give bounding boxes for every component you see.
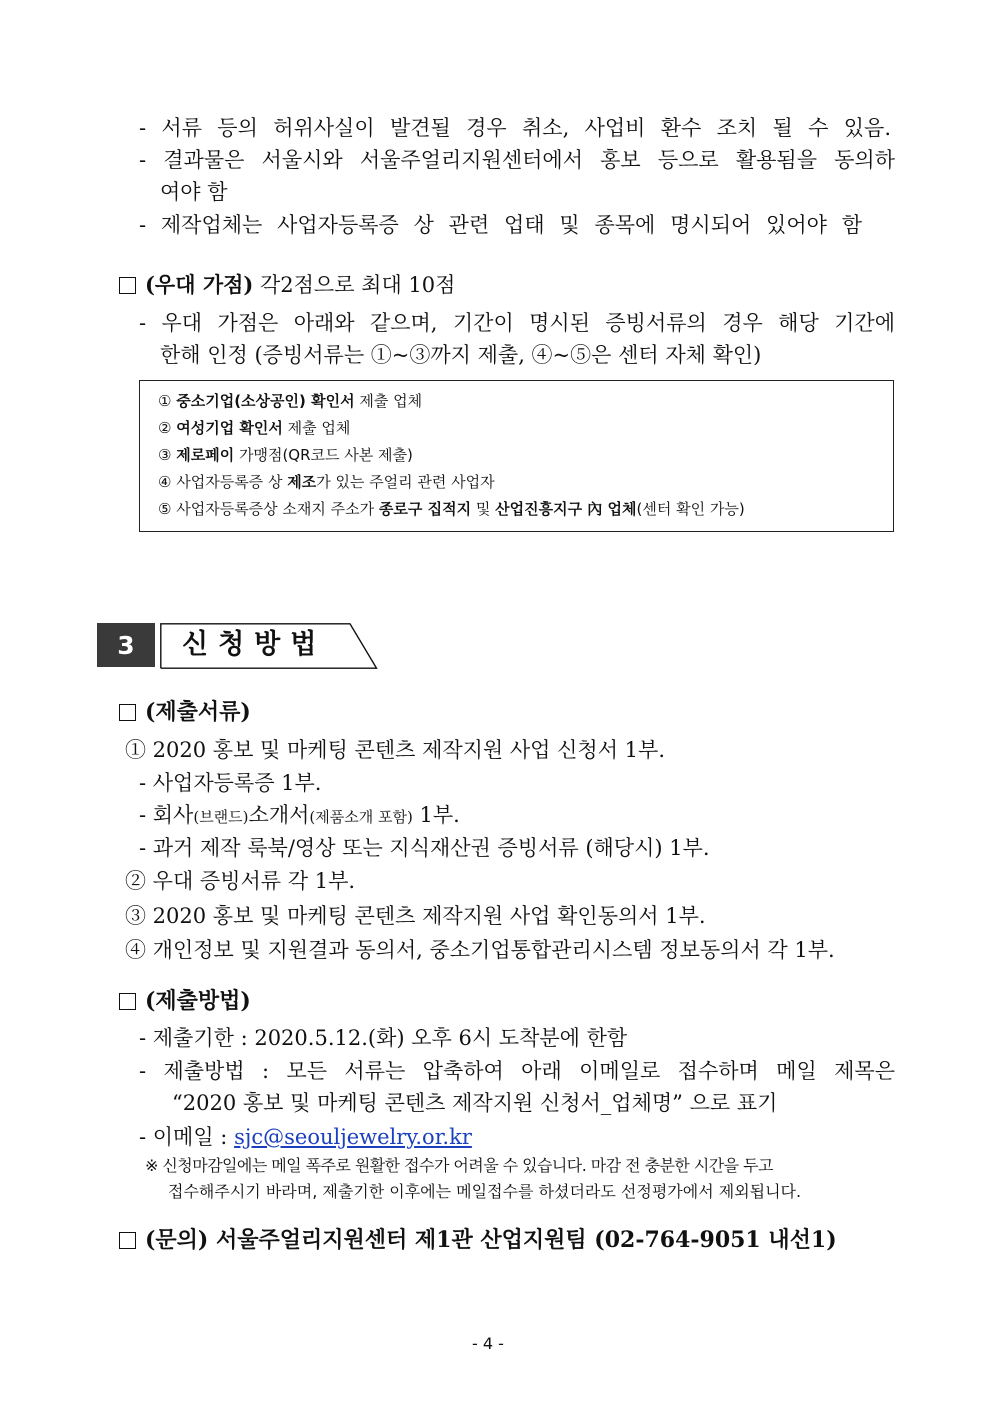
section-number: 3	[97, 623, 155, 667]
checkbox-square-icon	[119, 993, 136, 1010]
checkbox-square-icon	[119, 704, 136, 721]
bonus-item-2: ② 여성기업 확인서 제출 업체	[158, 419, 351, 437]
method-note: ※ 신청마감일에는 메일 폭주로 원활한 접수가 어려울 수 있습니다. 마감 전 충분한 시간을 두고	[145, 1156, 773, 1175]
email-link[interactable]: sjc@seouljewelry.or.kr	[234, 1125, 472, 1149]
doc-item-bonus-evidence: ② 우대 증빙서류 각 1부.	[125, 869, 356, 893]
checkbox-square-icon	[119, 1232, 136, 1249]
bonus-description-cont: 한해 인정 (증빙서류는 ①~③까지 제출, ④~⑤은 센터 자체 확인)	[160, 343, 762, 367]
section-title: 신청방법	[182, 629, 327, 660]
bonus-item-5: ⑤ 사업자등록증상 소재지 주소가 종로구 집적지 및 산업진흥지구 內 업체(센터 확인 가능)	[158, 500, 745, 518]
doc-item-company-intro: - 회사(브랜드)소개서(제품소개 포함) 1부.	[139, 803, 460, 827]
requirement-business-registration: - 제작업체는 사업자등록증 상 관련 업태 및 종목에 명시되어 있어야 함	[139, 213, 862, 237]
requirement-usage-consent-cont: 여야 함	[160, 180, 228, 204]
docs-heading: (제출서류)	[119, 697, 251, 727]
bonus-item-1: ① 중소기업(소상공인) 확인서 제출 업체	[158, 392, 423, 410]
bonus-criteria-box	[139, 380, 894, 532]
bonus-item-3: ③ 제로페이 가맹점(QR코드 사본 제출)	[158, 446, 413, 464]
doc-item-privacy: ④ 개인정보 및 지원결과 동의서, 중소기업통합관리시스템 정보동의서 각 1부.	[125, 938, 835, 962]
method-email-line: - 이메일 : sjc@seouljewelry.or.kr	[139, 1125, 472, 1149]
requirement-usage-consent: - 결과물은 서울시와 서울주얼리지원센터에서 홍보 등으로 활용됨을 동의하	[139, 148, 895, 172]
doc-item-application: ① 2020 홍보 및 마케팅 콘텐츠 제작지원 사업 신청서 1부.	[125, 738, 665, 762]
doc-item-business-registration: - 사업자등록증 1부.	[139, 771, 322, 795]
checkbox-square-icon	[119, 277, 136, 294]
requirement-false-info: - 서류 등의 허위사실이 발견될 경우 취소, 사업비 환수 조치 될 수 있음.	[139, 116, 891, 140]
doc-item-consent: ③ 2020 홍보 및 마케팅 콘텐츠 제작지원 사업 확인동의서 1부.	[125, 904, 706, 928]
page-number: - 4 -	[472, 1334, 504, 1353]
method-heading: (제출방법)	[119, 986, 251, 1016]
bonus-item-4: ④ 사업자등록증 상 제조가 있는 주얼리 관련 사업자	[158, 473, 495, 491]
bonus-heading: (우대 가점) 각2점으로 최대 10점	[119, 271, 455, 299]
doc-item-past-work: - 과거 제작 룩북/영상 또는 지식재산권 증빙서류 (해당시) 1부.	[139, 836, 710, 860]
method-deadline: - 제출기한 : 2020.5.12.(화) 오후 6시 도착분에 한함	[139, 1026, 628, 1050]
bonus-description: - 우대 가점은 아래와 같으며, 기간이 명시된 증빙서류의 경우 해당 기간에	[139, 311, 895, 335]
method-note-cont: 접수해주시기 바라며, 제출기한 이후에는 메일접수를 하셨더라도 선정평가에서 제외됩니다.	[168, 1182, 802, 1201]
inquiry-line: (문의) 서울주얼리지원센터 제1관 산업지원팀 (02-764-9051 내선1)	[119, 1225, 837, 1255]
method-how: - 제출방법 : 모든 서류는 압축하여 아래 이메일로 접수하며 메일 제목은	[139, 1059, 895, 1083]
method-how-cont: “2020 홍보 및 마케팅 콘텐츠 제작지원 신청서_업체명” 으로 표기	[172, 1091, 778, 1115]
section-title-box	[160, 623, 378, 669]
